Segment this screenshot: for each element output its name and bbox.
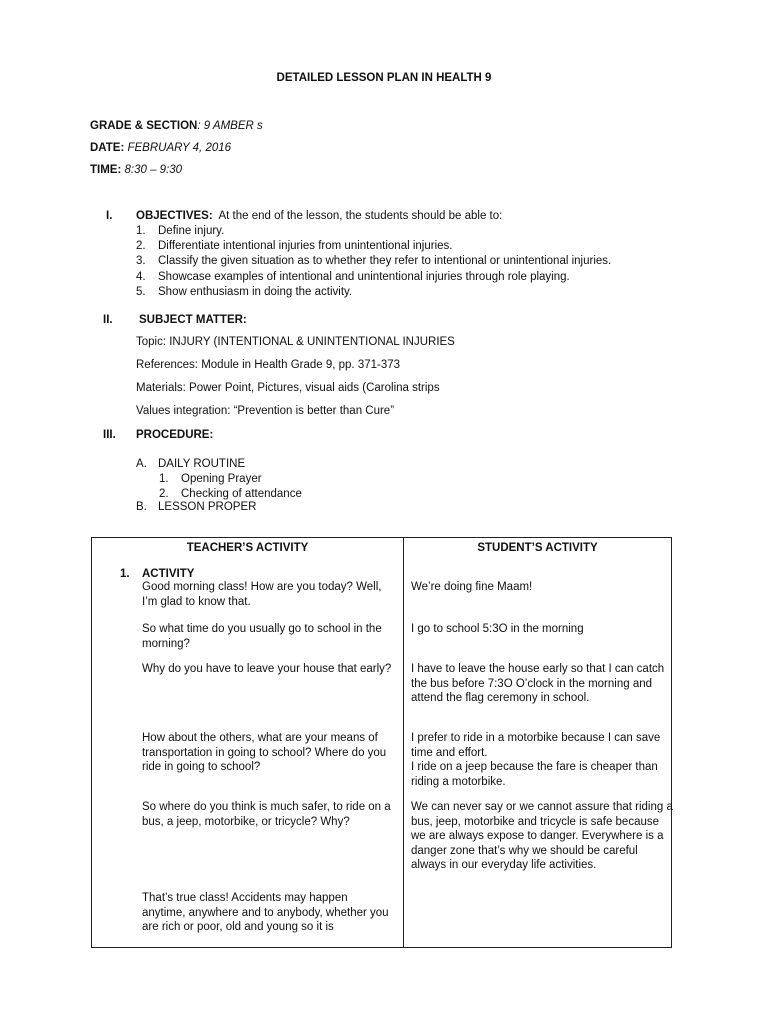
teacher-line: Why do you have to leave your house that early? (142, 663, 392, 675)
daily-routine-list (159, 472, 302, 502)
grade-section-line (90, 120, 263, 132)
grade-section-value: : 9 AMBER s (197, 120, 263, 132)
student-activity-header: STUDENT’S ACTIVITY (477, 542, 598, 554)
activity-table (91, 537, 672, 948)
student-line: I have to leave the house early so that I can catch the bus before 7:3O O’clock in the morning and attend the flag ceremony in school. (411, 663, 665, 704)
references-line: References: Module in Health Grade 9, pp. 371-373 (136, 359, 401, 371)
objective-item: 4. Showcase examples of intentional and unintentional injuries through role playing. (136, 270, 570, 283)
date-line (90, 142, 231, 154)
objective-item: 5. Show enthusiasm in doing the activity. (136, 285, 353, 298)
teacher-line: That’s true class! Accidents may happen anytime, anywhere and to anybody, whether you are rich or poor, old and young so it is (142, 892, 389, 933)
student-line: I go to school 5:3O in the morning (411, 623, 584, 635)
objectives-label: OBJECTIVES: (136, 210, 213, 222)
objectives-list (136, 224, 611, 300)
routine-item: 1. Opening Prayer (159, 473, 262, 485)
procedure-roman: III. (103, 429, 116, 441)
grade-section-label: GRADE & SECTION (90, 120, 198, 132)
lesson-proper-label: LESSON PROPER (158, 501, 257, 513)
values-line: Values integration: “Prevention is better than Cure” (136, 405, 395, 417)
procedure-label: PROCEDURE: (136, 429, 214, 441)
teacher-line: So what time do you usually go to school in the morning? (142, 623, 382, 650)
subject-matter-label: SUBJECT MATTER: (139, 314, 247, 326)
teacher-line: So where do you think is much safer, to ride on a bus, a jeep, motorbike, or tricycle? Why? (142, 801, 391, 828)
topic-line: Topic: INJURY (INTENTIONAL & UNINTENTIONAL INJURIES (136, 336, 455, 348)
activity-heading: 1. ACTIVITY (120, 568, 195, 580)
date-label: DATE: (90, 142, 125, 154)
objectives-roman: I. (106, 210, 113, 222)
time-line (90, 164, 182, 176)
lesson-proper-heading: B. LESSON PROPER (136, 501, 257, 513)
objective-item: 3. Classify the given situation as to whether they refer to intentional or unintentional injuries. (136, 255, 612, 268)
objective-item: 2. Differentiate intentional injuries from unintentional injuries. (136, 240, 453, 253)
time-value: 8:30 – 9:30 (121, 164, 183, 176)
teacher-column (92, 538, 404, 948)
teacher-line: How about the others, what are your means of transportation in going to school? Where do you ride in going to school? (142, 732, 387, 773)
objective-item: 1. Define injury. (136, 225, 225, 237)
daily-routine-label: DAILY ROUTINE (158, 458, 246, 470)
materials-line: Materials: Power Point, Pictures, visual aids (Carolina strips (136, 382, 440, 394)
objectives-heading (136, 210, 502, 222)
objectives-intro: At the end of the lesson, the students should be able to: (218, 210, 503, 222)
student-line: We can never say or we cannot assure that riding a bus, jeep, motorbike and tricycle is safe because we are always expose to danger. Everywhere is a danger zone that’s why we should be careful always in our everyday life activities. (411, 801, 673, 871)
student-line: I prefer to ride in a motorbike because I can save time and effort. I ride on a jeep because the fare is cheaper than riding a motorbike. (411, 732, 661, 788)
teacher-line: Good morning class! How are you today? Well, I’m glad to know that. (142, 581, 382, 608)
date-value: FEBRUARY 4, 2016 (124, 142, 232, 154)
document-title: DETAILED LESSON PLAN IN HEALTH 9 (276, 72, 492, 84)
daily-routine-heading: A. DAILY ROUTINE (136, 458, 246, 470)
student-line: We’re doing fine Maam! (411, 581, 533, 593)
subject-matter-roman: II. (103, 314, 113, 326)
teacher-activity-header: TEACHER’S ACTIVITY (186, 542, 309, 554)
time-label: TIME: (90, 164, 122, 176)
routine-item: 2. Checking of attendance (159, 488, 302, 500)
student-column (404, 538, 672, 948)
